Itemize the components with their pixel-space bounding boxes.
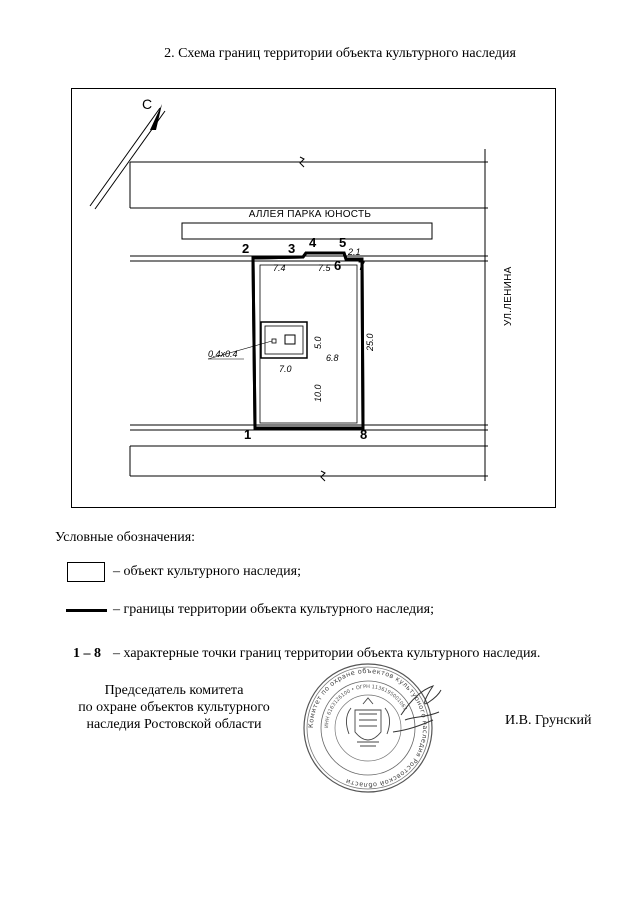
dim-6-8: 6.8	[326, 353, 339, 363]
legend-points-text: – характерные точки границ территории объекта культурного наследия.	[113, 646, 541, 661]
dim-7-0: 7.0	[279, 364, 292, 374]
page-title: 2. Схема границ территории объекта культурного наследия	[164, 46, 516, 61]
stamp-ring-text: Комитет по охране объектов культурного наследия Ростовской области	[306, 666, 430, 790]
legend-item-object	[0, 562, 640, 588]
point-label-1: 1	[244, 427, 252, 442]
signatory-name: И.В. Грунский	[505, 713, 592, 728]
dim-25-0: 25.0	[365, 333, 375, 351]
legend-boundary-symbol	[66, 609, 107, 612]
point-label-4: 4	[309, 235, 317, 250]
small-object-04	[272, 339, 276, 343]
signatory-position	[55, 682, 293, 733]
legend-object-symbol	[67, 562, 105, 582]
territory-boundary-outline	[253, 253, 366, 428]
legend-points-label: 1 – 8	[73, 646, 101, 661]
dim-5-0: 5.0	[313, 336, 323, 349]
point-label-7: 7	[358, 258, 366, 273]
dim-10-0: 10.0	[313, 384, 323, 402]
north-arrow	[90, 96, 165, 209]
legend-object-text: – объект культурного наследия;	[113, 564, 301, 579]
stamp-inner-text: ИНН 6163126100 • ОГРН 1136195001067	[323, 683, 408, 729]
point-label-5: 5	[339, 235, 347, 250]
territory-scheme	[72, 89, 557, 509]
dim-7-5: 7.5	[318, 263, 331, 273]
position-line-1: Председатель комитета	[104, 683, 244, 698]
point-label-3: 3	[288, 241, 296, 256]
scheme-frame	[71, 88, 556, 508]
official-stamp	[293, 660, 443, 796]
territory-boundary	[253, 253, 366, 428]
heritage-object	[261, 322, 307, 358]
position-line-3: наследия Ростовской области	[86, 717, 262, 732]
point-label-6: 6	[334, 258, 342, 273]
dim-2-1: 2.1	[348, 247, 361, 257]
north-label: С	[142, 96, 153, 112]
point-label-2: 2	[242, 241, 250, 256]
legend-boundary-text: – границы территории объекта культурного наследия;	[113, 602, 434, 617]
street-label-lenina: УЛ.ЛЕНИНА	[503, 266, 514, 326]
monument-pedestal	[285, 335, 295, 344]
legend-heading: Условные обозначения:	[55, 530, 196, 545]
alley-strip	[182, 223, 432, 239]
street-label-alley: АЛЛЕЯ ПАРКА ЮНОСТЬ	[248, 209, 372, 220]
point-label-8: 8	[360, 427, 368, 442]
dim-04x04: 0.4х0.4	[208, 349, 238, 359]
inner-boundary	[260, 265, 357, 423]
dim-7-4: 7.4	[273, 263, 286, 273]
position-line-2: по охране объектов культурного	[78, 700, 270, 715]
heritage-object-inner	[265, 326, 303, 354]
coat-of-arms-icon	[346, 698, 389, 746]
legend-item-boundary	[0, 600, 640, 626]
